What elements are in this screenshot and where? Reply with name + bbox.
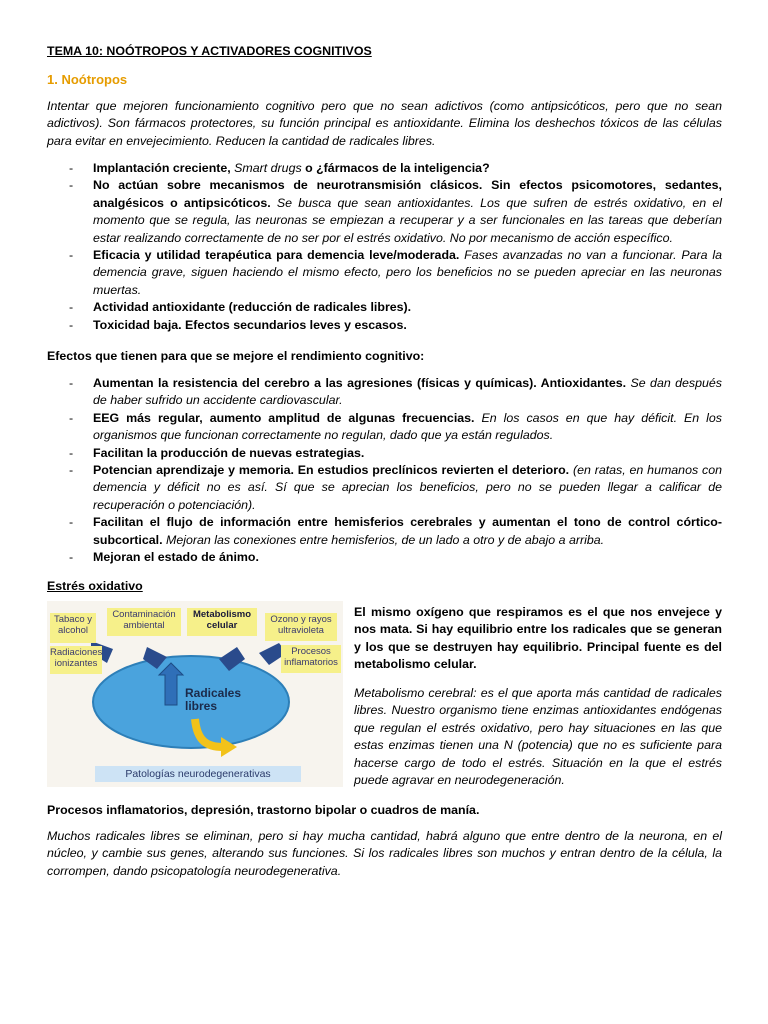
document-title: TEMA 10: NOÓTROPOS Y ACTIVADORES COGNITIVOS <box>47 44 372 58</box>
list-item: - Eficacia y utilidad terapéutica para demencia leve/moderada. Fases avanzadas no van a funcionar. Para la demencia grave, siguen haciendo el mismo efecto, pero los beneficios no se pueden apreciar en las neuronas muertas. <box>47 247 722 299</box>
list-item: - Facilitan el flujo de información entre hemisferios cerebrales y aumentan el tono de control córtico-subcortical. Mejoran las conexiones entre hemisferios, de un lado a otro y de abajo a arriba. <box>47 514 722 549</box>
stress-heading: Estrés oxidativo <box>47 579 143 593</box>
oxidative-stress-figure <box>47 601 343 787</box>
list-item: - Potencian aprendizaje y memoria. En estudios preclínicos revierten el deterioro. (en ratas, en humanos con demencia y déficit no es así. Sí que se aprecian los beneficios, pero no se pueden llegar a calificar de recuperación o potenciación). <box>47 462 722 514</box>
list-item: - No actúan sobre mecanismos de neurotransmisión clásicos. Sin efectos psicomotores, sedantes, analgésicos o antipsicóticos. Se busca que sean antioxidantes. Los que sufren de estrés oxidativo, en el momento que se regula, las neuronas se empiezan a recuperar y a ser funcionales en las tareas que deberían estar realizando correctamente de no ser por el estrés oxidativo. No por mecanismo de acción específico. <box>47 177 722 247</box>
box-procesos: Procesos inflamatorios <box>281 645 341 673</box>
list-item: - Facilitan la producción de nuevas estrategias. <box>47 445 722 462</box>
section-heading-nootropos: 1. Noótropos <box>47 72 128 87</box>
list-item: - Mejoran el estado de ánimo. <box>47 549 722 566</box>
nootropos-list <box>47 160 722 334</box>
patologias-label: Patologías neurodegenerativas <box>125 768 271 780</box>
box-radiaciones: Radiaciones ionizantes <box>50 646 102 674</box>
list-item: - Aumentan la resistencia del cerebro a las agresiones (físicas y químicas). Antioxidantes. Se dan después de haber sufrido un accidente cardiovascular. <box>47 375 722 410</box>
list-item: - EEG más regular, aumento amplitud de algunas frecuencias. En los casos en que hay déficit. En los organismos que funcionan correctamente no regulan, dado que ya están regulados. <box>47 410 722 445</box>
right-paragraph-2: Metabolismo cerebral: es el que aporta más cantidad de radicales libres. Nuestro organismo tiene enzimas antioxidantes endógenas que regulan el estrés oxidativo, pero hay situaciones en las que estas enzimas tienen una N (potencia) que no es suficiente para hacerse cargo de todo el estrés. Situación en la que el estrés puede agravar en neurodegeneración. <box>354 686 722 788</box>
effects-heading: Efectos que tienen para que se mejore el rendimiento cognitivo: <box>47 349 425 363</box>
intro-paragraph: Intentar que mejoren funcionamiento cognitivo pero que no sean adictivos (como antipsicóticos, pero que no sean adictivos). Son fármacos protectores, su función principal es antioxidante. Elimina los deshechos tóxicos de las células para evitar en envejecimiento. Reducen la cantidad de radicales libres. <box>47 99 722 148</box>
effects-list <box>47 375 722 566</box>
radicales-label: Radicales libres <box>185 686 242 713</box>
list-item: - Implantación creciente, Smart drugs o ¿fármacos de la inteligencia? <box>47 160 722 177</box>
box-metabolismo: Metabolismo celular <box>187 608 257 636</box>
final-paragraph: Muchos radicales libres se eliminan, pero si hay mucha cantidad, habrá alguno que entre dentro de la neurona, en el núcleo, y cambie sus genes, alterando sus funciones. Si los radicales libres son muchos y entran dentro de la célula, la corrompen, dando psicopatología neurodegenerativa. <box>47 829 722 878</box>
box-contaminacion: Contaminación ambiental <box>107 608 181 636</box>
procesos-line: Procesos inflamatorios, depresión, trastorno bipolar o cuadros de manía. <box>47 803 480 817</box>
list-item: - Toxicidad baja. Efectos secundarios leves y escasos. <box>47 317 722 334</box>
list-item: - Actividad antioxidante (reducción de radicales libres). <box>47 299 722 316</box>
right-paragraph-1: El mismo oxígeno que respiramos es el que nos envejece y nos mata. Si hay equilibrio entre los radicales que se generan y los que se destruyen hay equilibrio. Principal fuente es del metabolismo celular. <box>354 605 722 672</box>
box-tabaco: Tabaco y alcohol <box>50 613 96 643</box>
box-ozono: Ozono y rayos ultravioleta <box>265 613 337 641</box>
